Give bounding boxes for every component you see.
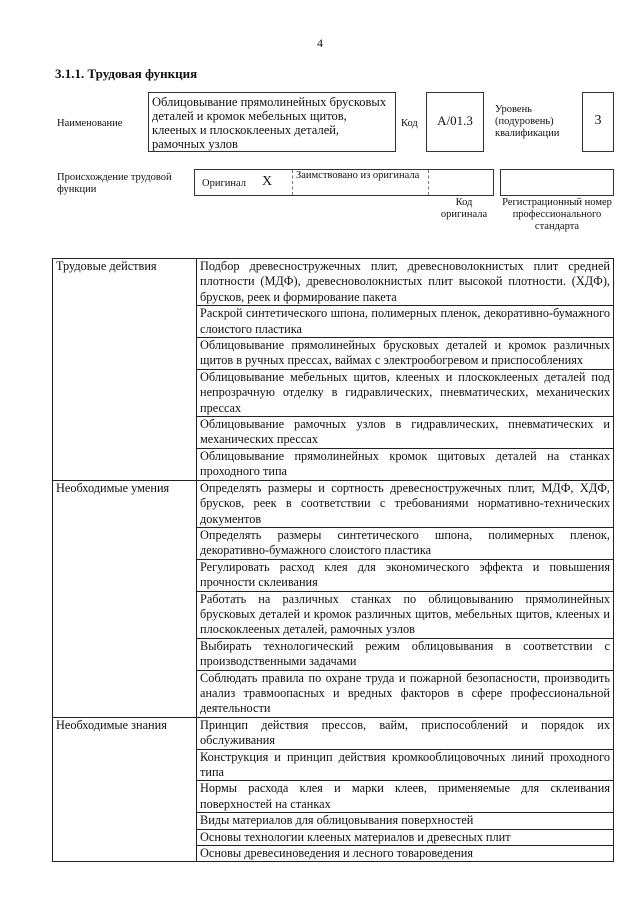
table-row xyxy=(53,259,614,306)
table-cell: Определять размеры и сортность древесностружечных плит, МДФ, ХДФ, брусков, реек в соответствии с требованиями нормативно-технических документов xyxy=(197,480,614,527)
table-row xyxy=(53,480,614,527)
borrowed-label: Заимствовано из оригинала xyxy=(296,170,420,181)
origin-divider xyxy=(428,170,429,195)
table-cell: Раскрой синтетического шпона, полимерных пленок, декоративно-бумажного слоистого пластика xyxy=(197,306,614,338)
table-cell: Нормы расхода клея и марки клеев, применяемые для склеивания поверхностей на станках xyxy=(197,781,614,813)
table-cell: Регулировать расход клея для экономического эффекта и повышения прочности склеивания xyxy=(197,559,614,591)
origin-label: Происхождение трудовой функции xyxy=(57,172,172,195)
table-cell: Облицовывание прямолинейных брусковых деталей и кромок различных щитов в ручных прессах, ваймах с электрообогревом и приспособлениях xyxy=(197,338,614,370)
name-label: Наименование xyxy=(57,118,123,129)
table-cell: Принцип действия прессов, вайм, приспособлений и порядок их обслуживания xyxy=(197,717,614,749)
registration-number-caption: Регистрационный номер профессионального стандарта xyxy=(502,197,612,232)
table-cell: Облицовывание рамочных узлов в гидравлических, пневматических и механических прессах xyxy=(197,417,614,449)
origin-divider xyxy=(292,170,293,195)
code-original-caption: Код оригинала xyxy=(440,197,488,220)
table-cell: Облицовывание мебельных щитов, клееных и плоскоклееных деталей под непрозрачную отделку в гидравлических, пневматических, механических прессах xyxy=(197,369,614,416)
original-mark: X xyxy=(262,174,273,189)
level-label: Уровень (подуровень) квалификации xyxy=(495,104,560,139)
section-label-required-knowledge: Необходимые знания xyxy=(53,717,197,862)
code-value: А/01.3 xyxy=(426,92,484,152)
registration-number-box xyxy=(500,169,614,196)
function-name-value: Облицовывание прямолинейных брусковых деталей и кромок мебельных щитов, клееных и плоскоклееных деталей, рамочных узлов xyxy=(148,92,396,152)
table-cell: Работать на различных станках по облицовыванию прямолинейных брусковых деталей и кромок различных щитов, мебельных щитов, клееных и плоскоклееных деталей, рамочных узлов xyxy=(197,591,614,638)
table-cell: Определять размеры синтетического шпона, полимерных пленок, декоративно-бумажного слоистого пластика xyxy=(197,527,614,559)
table-row xyxy=(53,717,614,749)
table-cell: Соблюдать правила по охране труда и пожарной безопасности, производить анализ травмоопасных и вредных факторов в сфере профессиональной деятельности xyxy=(197,670,614,717)
table-cell: Выбирать технологический режим облицовывания в соответствии с производственными задачами xyxy=(197,638,614,670)
page-number: 4 xyxy=(317,36,323,50)
original-label: Оригинал xyxy=(202,178,246,189)
section-title: 3.1.1. Трудовая функция xyxy=(55,66,198,81)
table-cell: Основы древесиноведения и лесного товароведения xyxy=(197,846,614,862)
table-cell: Основы технологии клееных материалов и древесных плит xyxy=(197,829,614,845)
table-cell: Конструкция и принцип действия кромкооблицовочных линий проходного типа xyxy=(197,749,614,781)
section-label-labor-actions: Трудовые действия xyxy=(53,259,197,481)
code-label: Код xyxy=(401,118,418,129)
table-cell: Виды материалов для облицовывания поверхностей xyxy=(197,813,614,829)
level-value: 3 xyxy=(582,92,614,152)
labor-function-table xyxy=(52,258,614,862)
section-label-required-skills: Необходимые умения xyxy=(53,480,197,717)
table-cell: Подбор древесностружечных плит, древесноволокнистых плит средней плотности (МДФ), древесноволокнистых плит высокой плотности. (ХДФ), брусков, реек и формирование пакета xyxy=(197,259,614,306)
table-cell: Облицовывание прямолинейных кромок щитовых деталей на станках проходного типа xyxy=(197,448,614,480)
